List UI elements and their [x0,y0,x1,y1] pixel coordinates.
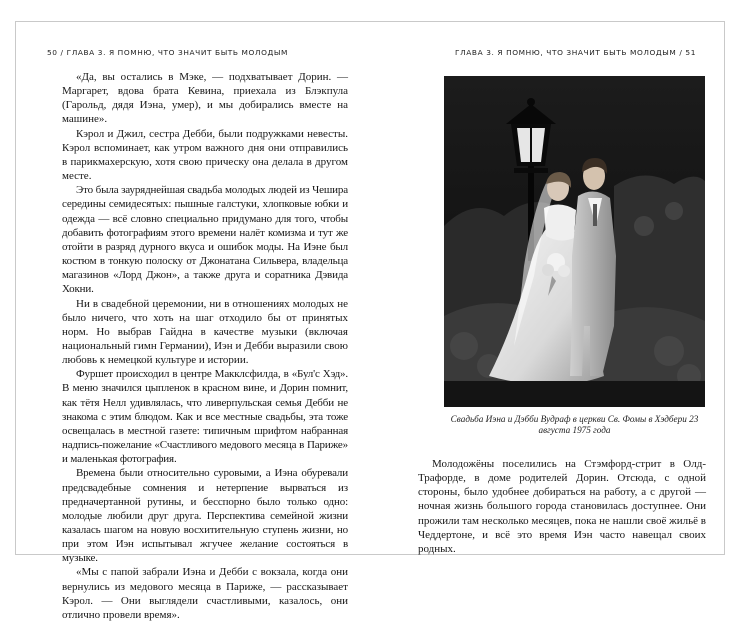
wedding-photo [444,76,705,407]
paragraph: Фуршет происходил в центре Макклсфилда, в «Бул'с Хэд». В меню значился цыпленок в красном вине, и Дорин помнит, как тётя Нелл удивлялась, что ливерпульская семья Дебби не знакома с этим блюдом. Как и все местные свадьбы, эта тоже освещалась в местной газете: типичным шрифтом набранная надпись-пожелание «Счастливого медового месяца в Париже» и маленькая фотография. [62,368,348,466]
book-spread [15,21,725,621]
photo-caption: Свадьба Иэна и Дэбби Вудраф в церкви Св. Фомы в Хэдбери 23 августа 1975 года [450,414,699,436]
paragraph: «Мы с папой забрали Иэна и Дебби с вокзала, когда они вернулись из медового месяца в Париже, — рассказывает Кэрол. — Они выглядели счастливыми, казалось, они отлично провели время». [62,566,348,621]
right-page-text [418,457,706,556]
paragraph: Ни в свадебной церемонии, ни в отношениях молодых не было ничего, что хоть на шаг отходило бы от принятых норм. Но выбрав Гайдна в качестве музыки (включая национальный гимн Германии), Иэн и Дебби выразили свою любовь к немецкой культуре и истории. [62,297,348,367]
paragraph: Кэрол и Джил, сестра Дебби, были подружками невесты. Кэрол вспоминает, как утром важного дня они отправились в парикмахерскую, хотя свою прическу она делала в другом месте. [62,127,348,183]
left-page [16,22,371,621]
paragraph: «Да, вы остались в Мэке, — подхватывает Дорин. — Маргарет, вдова брата Кевина, приехала из Блэкпула (Гарольд, дядя Иэна, умер), и мы добирались вместе на машине». [62,71,348,126]
running-head-left: 50 / ГЛАВА 3. Я ПОМНЮ, ЧТО ЗНАЧИТ БЫТЬ МОЛОДЫМ [47,48,288,57]
paragraph: Молодожёны поселились на Стэмфорд-стрит в Олд-Трафорде, в доме родителей Дорин. Отсюда, с одной стороны, было удобнее добираться на работу, а с другой — ночная жизнь большого города становилась доступнее. Они прожили там несколько месяцев, пока не нашли своё жильё в Чеддертоне, и всё это время Иэн часто навещал своих родных. [418,458,706,555]
running-head-right: ГЛАВА 3. Я ПОМНЮ, ЧТО ЗНАЧИТ БЫТЬ МОЛОДЫМ / 51 [455,48,696,57]
paragraph: Это была зауряднейшая свадьба молодых людей из Чешира середины семидесятых: пышные галстуки, хлопковые юбки и одежда — всё словно специально придумано для того, чтобы добавить фотографиям этого времени налёт комизма и тут же отойти в разряд дурного вкуса и ошибок моды. На Иэне был костюм в тонкую полоску от Джонатана Сильвера, владельца магазинов «Лорд Джон», а также друга и соратника Дэвида Хокни. [62,184,348,296]
wedding-photo-illustration [444,76,705,407]
paragraph: Времена были относительно суровыми, а Иэна обуревали предсвадебные сомнения и нетерпение вырваться из предначертанной рутины, и бесспорно было только одно: молодые любили друг друга. Перспектива семейной жизни казалась шагом на новую восхитительную ступень жизни, но при этом Иэн испытывал жгучее желание состояться в музыке. [62,467,348,565]
right-page [371,22,726,554]
left-page-text [62,70,348,622]
